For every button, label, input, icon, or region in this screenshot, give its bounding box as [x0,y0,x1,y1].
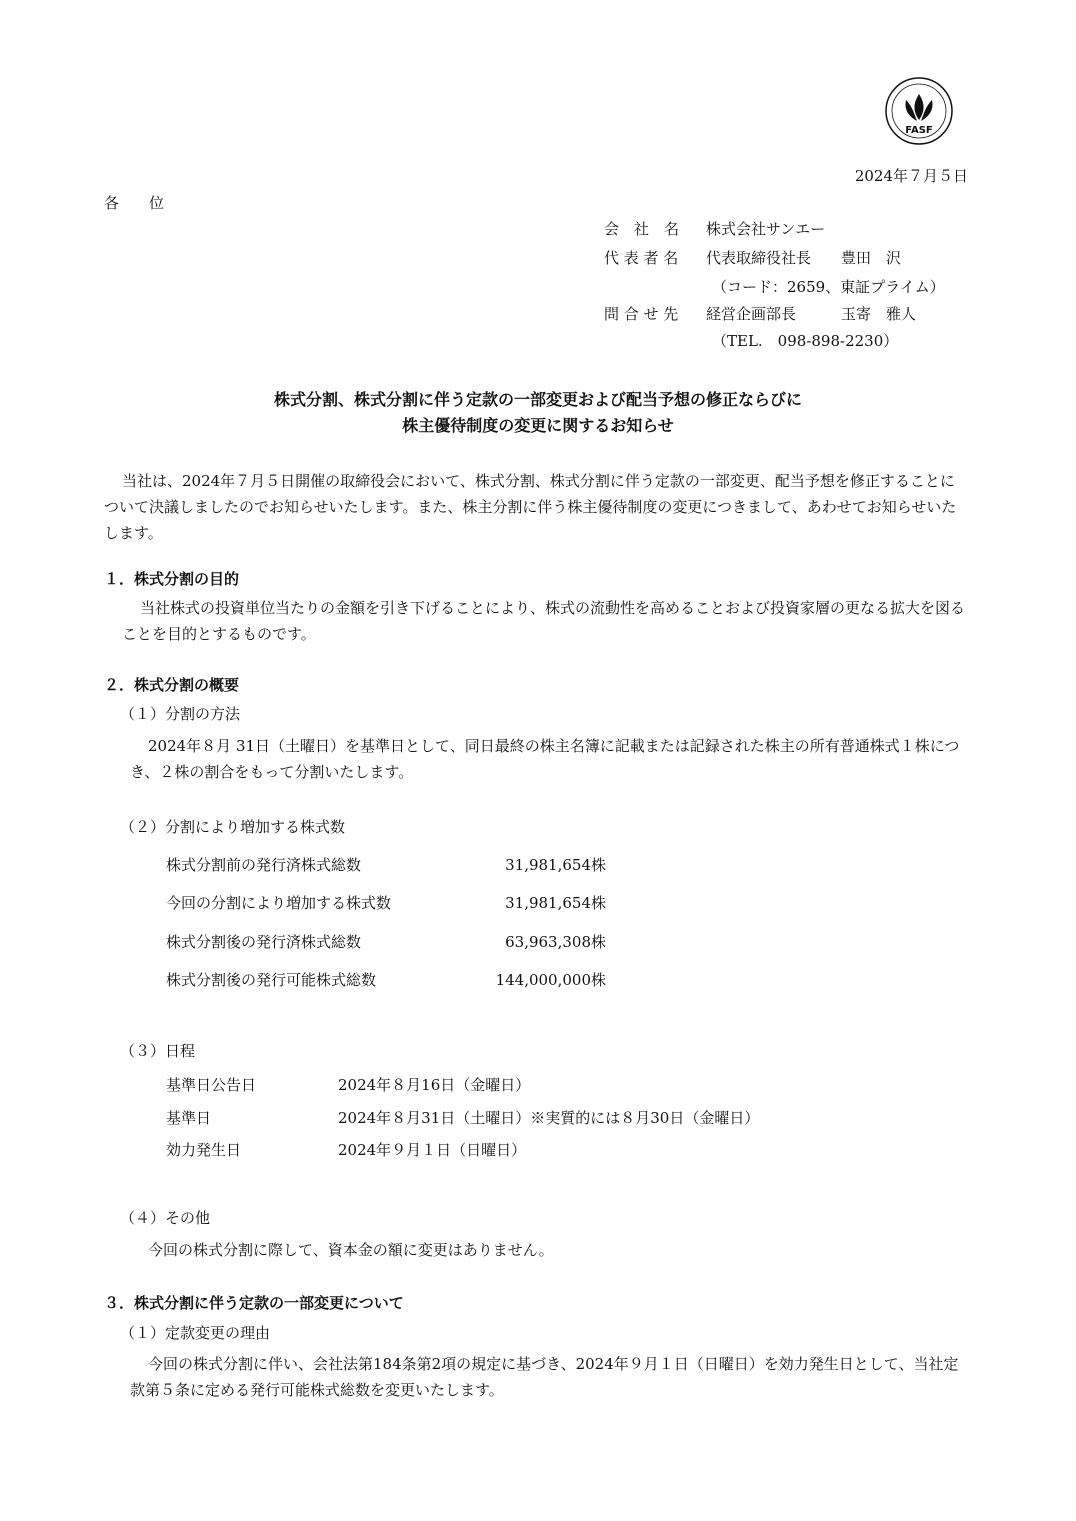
issue-date: 2024年７月５日 [854,167,968,185]
share-row-value: 31,981,654株 [505,894,606,912]
schedule-row-value: 2024年８月16日（金曜日） [338,1076,531,1094]
schedule-row-label: 基準日公告日 [166,1076,257,1094]
section-2-heading: ２．株式分割の概要 [104,676,240,694]
section-2-4-heading: （４）その他 [120,1209,211,1227]
company-value: 株式会社サンエー [706,220,826,238]
section-2-3-heading: （３）日程 [120,1042,196,1060]
section-3-heading: ３．株式分割に伴う定款の一部変更について [104,1294,404,1312]
schedule-row-label: 効力発生日 [166,1141,242,1159]
representative-value: 代表取締役社長 豊田 沢 [706,249,902,267]
contact-label: 問 合 せ 先 [604,305,679,323]
share-row-value: 31,981,654株 [505,856,606,874]
addressee: 各 位 [104,194,165,212]
contact-value: 経営企画部長 玉寄 雅人 [706,305,917,323]
share-row-label: 株式分割後の発行可能株式総数 [166,971,377,989]
title-line-2: 株主優待制度の変更に関するお知らせ [402,416,674,435]
intro-paragraph: 当社は、2024年７月５日開催の取締役会において、株式分割、株式分割に伴う定款の一部変更、配当予想を修正することについて決議しましたのでお知らせいたします。また、株主分割に伴う株主優待制度の変更につきまして、あわせてお知らせいたします。 [104,472,957,542]
section-3-1-body: 今回の株式分割に伴い、会社法第184条第2項の規定に基づき、2024年９月１日（日曜日）を効力発生日として、当社定款第５条に定める発行可能株式総数を変更いたします。 [130,1355,959,1399]
company-label: 会 社 名 [604,220,680,238]
logo-text: FASF [905,125,933,136]
schedule-row-value: 2024年８月31日（土曜日）※実質的には８月30日（金曜日） [338,1109,760,1127]
schedule-row-value: 2024年９月１日（日曜日） [338,1141,527,1159]
section-1-heading: １．株式分割の目的 [104,570,240,588]
fasf-logo [884,76,954,146]
representative-label: 代 表 者 名 [604,249,679,267]
share-row-value: 63,963,308株 [505,933,606,951]
title-line-1: 株式分割、株式分割に伴う定款の一部変更および配当予想の修正ならびに [273,390,802,409]
stock-code: （コード：2659、東証プライム） [712,278,945,296]
contact-tel: （TEL. 098-898-2230） [712,332,899,350]
section-2-2-heading: （２）分割により増加する株式数 [120,818,346,836]
share-row-label: 株式分割前の発行済株式総数 [166,856,362,874]
section-1-body: 当社株式の投資単位当たりの金額を引き下げることにより、株式の流動性を高めることおよび投資家層の更なる拡大を図ることを目的とするものです。 [122,599,966,643]
share-row-label: 株式分割後の発行済株式総数 [166,933,362,951]
section-2-4-body: 今回の株式分割に際して、資本金の額に変更はありません。 [148,1241,554,1259]
section-2-1-body: 2024年８月 31日（土曜日）を基準日として、同日最終の株主名簿に記載または記録された株主の所有普通株式１株につき、２株の割合をもって分割いたします。 [130,737,960,781]
schedule-row-label: 基準日 [166,1109,212,1127]
share-row-value: 144,000,000株 [495,971,606,989]
section-3-1-heading: （１）定款変更の理由 [120,1324,271,1342]
share-row-label: 今回の分割により増加する株式数 [166,894,392,912]
section-2-1-heading: （１）分割の方法 [120,705,241,723]
